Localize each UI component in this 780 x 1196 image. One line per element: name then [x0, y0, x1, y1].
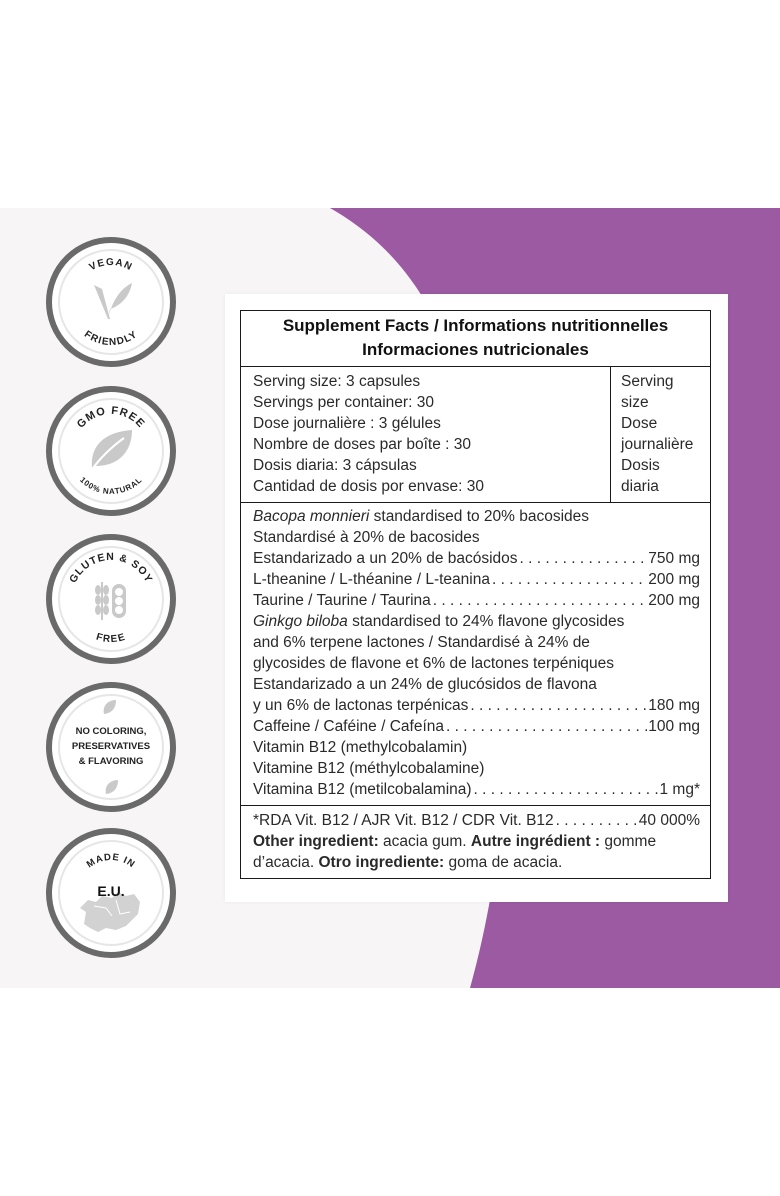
ingredient-amount: 750 mg	[648, 550, 700, 567]
leader-dots	[431, 590, 649, 611]
badge-bottom-text: FREE	[94, 631, 128, 646]
ingredient-line: Vitamin B12 (methylcobalamin)	[253, 739, 468, 756]
badge-top-text: GMO FREE	[74, 404, 148, 431]
other-ingredient-label: Other ingredient:	[253, 833, 379, 850]
serving-header-line: Serving	[621, 373, 674, 390]
ingredient-row	[253, 779, 700, 800]
ingredient-line: glycosides de flavone et 6% de lactones terpéniques	[253, 655, 615, 672]
serving-line: Servings per container: 30	[253, 394, 434, 411]
footnote-section	[241, 806, 710, 878]
serving-line: Dosis diaria: 3 cápsulas	[253, 457, 417, 474]
ingredient-row	[253, 695, 700, 716]
supplement-facts-table	[240, 310, 711, 879]
serving-header-line: diaria	[621, 478, 659, 495]
badge-top-text: MADE IN	[84, 851, 138, 871]
otro-ingrediente-value: goma de acacia.	[444, 854, 563, 871]
leader-dots	[472, 779, 660, 800]
ingredient-line: Estandarizado a un 24% de glucósidos de flavona	[253, 676, 597, 693]
serving-header-line: Dose	[621, 415, 658, 432]
autre-ingredient-value: gomme d’acacia.	[253, 833, 657, 871]
leader-dots	[444, 716, 648, 737]
leader-dots	[554, 810, 639, 831]
ingredient-row	[253, 548, 700, 569]
facts-title-line-1: Supplement Facts / Informations nutritionnelles	[282, 316, 669, 335]
badge-line-2: PRESERVATIVES	[71, 741, 151, 752]
ingredient-amount: 100 mg	[648, 718, 700, 735]
serving-info	[241, 367, 611, 502]
ingredient-line: Vitamine B12 (méthylcobalamine)	[253, 760, 485, 777]
rda-row	[253, 810, 700, 831]
serving-header-column	[611, 367, 710, 502]
ingredient-latin-name: Bacopa monnieri	[253, 508, 370, 525]
leader-dots	[518, 548, 649, 569]
ingredient-amount: 180 mg	[648, 697, 700, 714]
otro-ingrediente-label: Otro ingrediente:	[318, 854, 445, 871]
leader-dots	[468, 695, 648, 716]
gmo-free-badge	[46, 386, 176, 516]
badge-bottom-text: FRIENDLY	[82, 328, 140, 349]
ingredients-section	[241, 503, 710, 806]
badge-bottom-text: 100% NATURAL	[78, 475, 144, 497]
ingredient-name: Estandarizado a un 20% de bacósidos	[253, 550, 518, 567]
serving-line: Dose journalière : 3 gélules	[253, 415, 441, 432]
ingredient-line: Bacopa monnieri standardised to 20% bacosides	[253, 508, 590, 525]
rda-label: *RDA Vit. B12 / AJR Vit. B12 / CDR Vit. B12	[253, 812, 554, 829]
ingredient-name: Caffeine / Caféine / Cafeína	[253, 718, 445, 735]
other-ingredients	[253, 831, 700, 873]
ingredient-line: Standardisé à 20% de bacosides	[253, 529, 480, 546]
badge-center-text: E.U.	[97, 883, 125, 899]
serving-line: Nombre de doses par boîte : 30	[253, 436, 471, 453]
ingredient-name: y un 6% de lactonas terpénicas	[253, 697, 469, 714]
rda-amount: 40 000%	[638, 812, 700, 829]
ingredient-latin-name: Ginkgo biloba	[253, 613, 348, 630]
badge-line-1: NO COLORING,	[75, 726, 147, 737]
serving-header-line: Dosis	[621, 457, 660, 474]
no-coloring-badge	[46, 682, 176, 812]
leader-dots	[490, 569, 648, 590]
autre-ingredient-label: Autre ingrédient :	[470, 833, 601, 850]
ingredient-amount: 200 mg	[648, 592, 700, 609]
badge-top-text: GLUTEN & SOY	[67, 550, 155, 586]
ingredient-name: Taurine / Taurine / Taurina	[253, 592, 431, 609]
made-in-eu-badge	[46, 828, 176, 958]
ingredient-name: Vitamina B12 (metilcobalamina)	[253, 781, 472, 798]
vegan-friendly-badge	[46, 237, 176, 367]
serving-line: Cantidad de dosis por envase: 30	[253, 478, 484, 495]
ingredient-name: L-theanine / L-théanine / L-teanina	[253, 571, 490, 588]
serving-section	[241, 367, 710, 503]
serving-header-line: size	[621, 394, 649, 411]
ingredient-amount: 1 mg*	[659, 781, 700, 798]
ingredient-amount: 200 mg	[648, 571, 700, 588]
facts-title-line-2: Informaciones nutricionales	[362, 340, 589, 359]
other-ingredient-value: acacia gum.	[378, 833, 471, 850]
badge-top-text: VEGAN	[87, 256, 135, 274]
serving-line: Serving size: 3 capsules	[253, 373, 421, 390]
gluten-soy-free-badge	[46, 534, 176, 664]
ingredient-row	[253, 569, 700, 590]
ingredient-line: Ginkgo biloba standardised to 24% flavone glycosides	[253, 613, 625, 630]
ingredient-row	[253, 590, 700, 611]
ingredient-line: and 6% terpene lactones / Standardisé à 24% de	[253, 634, 590, 651]
badge-line-3: & FLAVORING	[78, 756, 144, 767]
ingredient-row	[253, 716, 700, 737]
serving-header-line: journalière	[621, 436, 694, 453]
facts-title	[241, 311, 710, 367]
